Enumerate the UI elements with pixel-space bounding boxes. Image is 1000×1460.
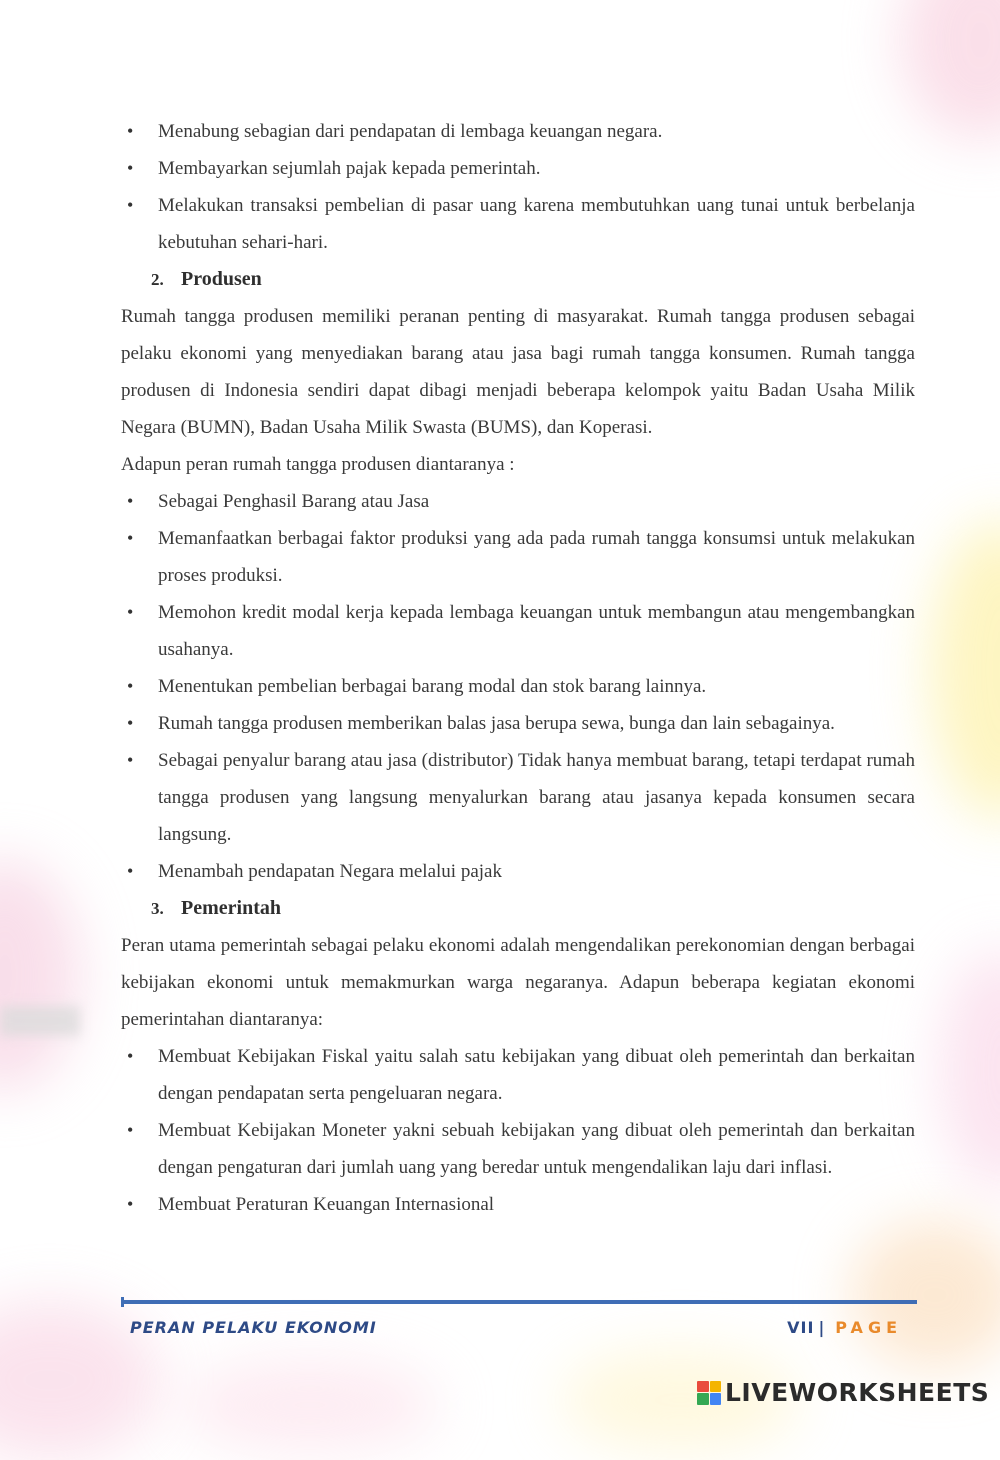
decor-blob bbox=[900, 0, 1000, 140]
section-title: Pemerintah bbox=[181, 897, 281, 919]
watermark-text: LIVEWORKSHEETS bbox=[725, 1378, 990, 1407]
page-content bbox=[121, 113, 915, 1223]
section-intro: Adapun peran rumah tangga produsen diantaranya : bbox=[121, 454, 515, 475]
list-item: • Melakukan transaksi pembelian di pasar uang karena membutuhkan uang tunai untuk berbelanja kebutuhan sehari-hari. bbox=[121, 187, 915, 261]
footer-divider bbox=[121, 1300, 917, 1304]
decor-blob bbox=[180, 1360, 440, 1450]
page-indicator bbox=[787, 1318, 902, 1337]
section-title: Produsen bbox=[181, 268, 262, 290]
section-paragraph: Peran utama pemerintah sebagai pelaku ekonomi adalah mengendalikan perekonomian dengan berbagai kebijakan ekonomi untuk memakmurkan warga negaranya. Adapun beberapa kegiatan ekonomi pemerintahan diantaranya: bbox=[121, 935, 915, 1030]
decor-blob bbox=[0, 860, 80, 1090]
intro-bullet-list bbox=[121, 113, 915, 261]
decor-blob bbox=[930, 520, 1000, 820]
page-label: PAGE bbox=[835, 1318, 902, 1337]
liveworksheets-logo-icon bbox=[697, 1381, 721, 1405]
list-item: • Membuat Peraturan Keuangan Internasional bbox=[121, 1186, 915, 1223]
list-item: • Rumah tangga produsen memberikan balas jasa berupa sewa, bunga dan lain sebagainya. bbox=[121, 705, 915, 742]
liveworksheets-watermark bbox=[697, 1378, 989, 1407]
produsen-bullet-list bbox=[121, 483, 915, 890]
section-number: 3. bbox=[151, 899, 164, 918]
footer-title: PERAN PELAKU EKONOMI bbox=[130, 1318, 377, 1337]
section-heading-produsen bbox=[121, 261, 915, 298]
page-number: VII bbox=[787, 1318, 815, 1337]
section-heading-pemerintah bbox=[121, 890, 915, 927]
list-item: • Memanfaatkan berbagai faktor produksi yang ada pada rumah tangga konsumsi untuk melakukan proses produksi. bbox=[121, 520, 915, 594]
page-separator: | bbox=[818, 1318, 826, 1337]
list-item: • Membuat Kebijakan Moneter yakni sebuah kebijakan yang dibuat oleh pemerintah dan berkaitan dengan pengaturan dari jumlah uang yang beredar untuk mengendalikan laju dari inflasi. bbox=[121, 1112, 915, 1186]
section-paragraph: Rumah tangga produsen memiliki peranan penting di masyarakat. Rumah tangga produsen sebagai pelaku ekonomi yang menyediakan barang atau jasa bagi rumah tangga konsumen. Rumah tangga produsen di Indonesia sendiri dapat dibagi menjadi beberapa kelompok yaitu Badan Usaha Milik Negara (BUMN), Badan Usaha Milik Swasta (BUMS), dan Koperasi. bbox=[121, 306, 915, 438]
decor-blob bbox=[850, 1220, 1000, 1370]
list-item: • Membuat Kebijakan Fiskal yaitu salah satu kebijakan yang dibuat oleh pemerintah dan berkaitan dengan pendapatan serta pengeluaran negara. bbox=[121, 1038, 915, 1112]
section-number: 2. bbox=[151, 270, 164, 289]
list-item: • Menentukan pembelian berbagai barang modal dan stok barang lainnya. bbox=[121, 668, 915, 705]
list-item: • Sebagai penyalur barang atau jasa (distributor) Tidak hanya membuat barang, tetapi terdapat rumah tangga produsen yang langsung menyalurkan barang atau jasanya kepada konsumen secara langsung. bbox=[121, 742, 915, 853]
list-item: • Menambah pendapatan Negara melalui pajak bbox=[121, 853, 915, 890]
list-item: • Sebagai Penghasil Barang atau Jasa bbox=[121, 483, 915, 520]
list-item: • Membayarkan sejumlah pajak kepada pemerintah. bbox=[121, 150, 915, 187]
list-item: • Memohon kredit modal kerja kepada lembaga keuangan untuk membangun atau mengembangkan usahanya. bbox=[121, 594, 915, 668]
decor-blob bbox=[940, 950, 1000, 1190]
list-item: • Menabung sebagian dari pendapatan di lembaga keuangan negara. bbox=[121, 113, 915, 150]
decor-strip bbox=[0, 1006, 80, 1036]
pemerintah-bullet-list bbox=[121, 1038, 915, 1223]
